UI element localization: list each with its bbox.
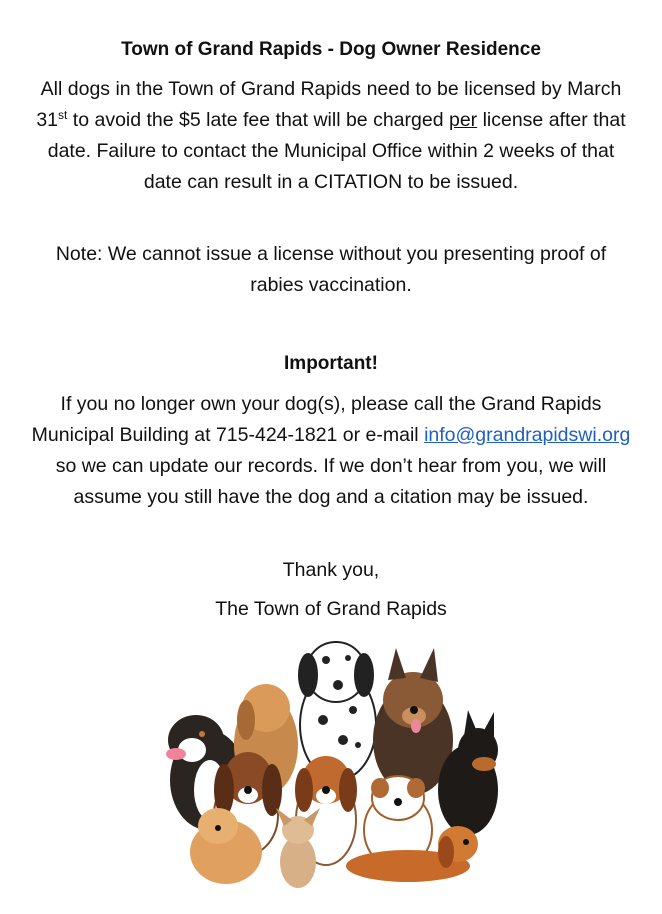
ownership-paragraph [30, 389, 632, 513]
email-link[interactable]: info@grandrapidswi.org [424, 424, 631, 446]
ownership-text-1: If you no longer own your dog(s), please call the Grand Rapids Municipal Building at 715-424-1821 or e-mail [31, 393, 602, 446]
important-heading: Important! [284, 353, 378, 374]
license-text-2: to avoid the $5 late fee that will be charged [67, 109, 449, 131]
license-text-3: license after that date. Failure to contact the Municipal Office within 2 weeks of that date can result in a CITATION to be issued. [47, 109, 626, 193]
per-underlined: per [448, 109, 478, 131]
closing-text: Thank you, [282, 559, 380, 581]
rabies-note: Note: We cannot issue a license without you presenting proof of rabies vaccination. [55, 243, 607, 296]
signature-text: The Town of Grand Rapids [215, 598, 447, 620]
ownership-text-2: so we can update our records. If we don’t hear from you, we will assume you still have the dog and a citation may be issued. [55, 455, 607, 508]
notice-title: Town of Grand Rapids - Dog Owner Residence [121, 39, 541, 60]
group-of-dogs-illustration [148, 630, 518, 890]
license-text-1: All dogs in the Town of Grand Rapids need to be licensed by March 31 [36, 78, 622, 131]
ordinal-suffix: st [58, 108, 68, 122]
license-paragraph [30, 74, 632, 198]
